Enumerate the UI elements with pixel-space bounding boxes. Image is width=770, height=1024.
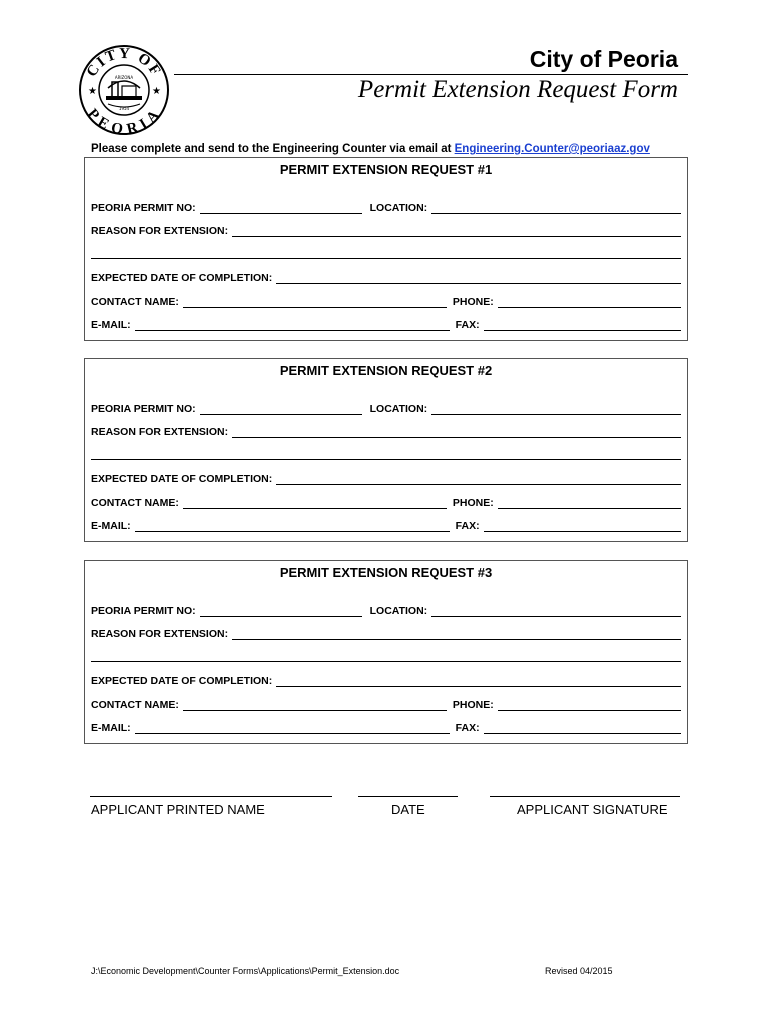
footer-file-path: J:\Economic Development\Counter Forms\Applications\Permit_Extension.doc (91, 966, 400, 976)
location-field[interactable] (431, 604, 681, 617)
reason-label: REASON FOR EXTENSION: (91, 628, 229, 640)
permit-no-field[interactable] (200, 201, 362, 214)
fax-label: FAX: (455, 319, 480, 331)
fax-label: FAX: (455, 520, 480, 532)
location-field[interactable] (431, 402, 681, 415)
reason-field-line-2[interactable] (91, 258, 681, 259)
email-label: E-MAIL: (91, 520, 131, 532)
phone-field[interactable] (498, 698, 681, 711)
permit-no-field[interactable] (200, 402, 362, 415)
fax-field[interactable] (484, 318, 681, 331)
request-title: PERMIT EXTENSION REQUEST #1 (279, 162, 493, 177)
permit-no-label: PEORIA PERMIT NO: (91, 605, 196, 617)
expected-date-field[interactable] (276, 674, 681, 687)
expected-date-label: EXPECTED DATE OF COMPLETION: (91, 473, 273, 485)
printed-name-field[interactable] (90, 796, 332, 797)
date-label: DATE (391, 802, 425, 817)
location-field[interactable] (431, 201, 681, 214)
instructions-text: Please complete and send to the Engineering Counter via email at (91, 143, 455, 155)
seal-bottom-text: PEORIA (83, 106, 164, 136)
permit-no-field[interactable] (200, 604, 362, 617)
seal-year: 1954 (118, 106, 130, 111)
footer-revised: Revised 04/2015 (545, 966, 613, 976)
fax-field[interactable] (484, 519, 681, 532)
city-seal-logo (78, 44, 170, 136)
request-section-3 (84, 560, 688, 744)
signature-field[interactable] (490, 796, 680, 797)
contact-name-field[interactable] (183, 496, 447, 509)
engineering-email-link[interactable]: Engineering.Counter@peoriaaz.gov (454, 143, 650, 155)
request-section-2 (84, 358, 688, 542)
fax-label: FAX: (455, 722, 480, 734)
expected-date-field[interactable] (276, 472, 681, 485)
request-title: PERMIT EXTENSION REQUEST #3 (279, 565, 493, 580)
expected-date-label: EXPECTED DATE OF COMPLETION: (91, 272, 273, 284)
contact-name-label: CONTACT NAME: (91, 699, 179, 711)
contact-name-field[interactable] (183, 698, 447, 711)
phone-label: PHONE: (452, 296, 494, 308)
seal-inner-text: ARIZONA (114, 75, 134, 80)
contact-name-label: CONTACT NAME: (91, 296, 179, 308)
location-label: LOCATION: (369, 202, 428, 214)
reason-field-line-2[interactable] (91, 661, 681, 662)
printed-name-label: APPLICANT PRINTED NAME (91, 802, 265, 817)
phone-field[interactable] (498, 496, 681, 509)
expected-date-label: EXPECTED DATE OF COMPLETION: (91, 675, 273, 687)
phone-label: PHONE: (452, 699, 494, 711)
header-rule (174, 74, 688, 75)
contact-name-label: CONTACT NAME: (91, 497, 179, 509)
permit-no-label: PEORIA PERMIT NO: (91, 403, 196, 415)
reason-field[interactable] (232, 224, 681, 237)
expected-date-field[interactable] (276, 271, 681, 284)
reason-field-line-2[interactable] (91, 459, 681, 460)
location-label: LOCATION: (369, 403, 428, 415)
reason-field[interactable] (232, 425, 681, 438)
signature-label: APPLICANT SIGNATURE (517, 802, 668, 817)
email-field[interactable] (135, 519, 450, 532)
email-field[interactable] (135, 318, 450, 331)
city-name: City of Peoria (529, 46, 678, 72)
date-field[interactable] (358, 796, 458, 797)
phone-label: PHONE: (452, 497, 494, 509)
reason-label: REASON FOR EXTENSION: (91, 225, 229, 237)
reason-field[interactable] (232, 627, 681, 640)
svg-text:★: ★ (88, 86, 97, 97)
phone-field[interactable] (498, 295, 681, 308)
svg-text:★: ★ (152, 86, 161, 97)
request-title: PERMIT EXTENSION REQUEST #2 (279, 363, 493, 378)
request-section-1 (84, 157, 688, 341)
email-field[interactable] (135, 721, 450, 734)
location-label: LOCATION: (369, 605, 428, 617)
form-title: Permit Extension Request Form (357, 76, 678, 103)
seal-top-text: CITY OF (83, 45, 165, 80)
fax-field[interactable] (484, 721, 681, 734)
email-label: E-MAIL: (91, 319, 131, 331)
permit-no-label: PEORIA PERMIT NO: (91, 202, 196, 214)
contact-name-field[interactable] (183, 295, 447, 308)
email-label: E-MAIL: (91, 722, 131, 734)
reason-label: REASON FOR EXTENSION: (91, 426, 229, 438)
instructions (91, 143, 650, 155)
